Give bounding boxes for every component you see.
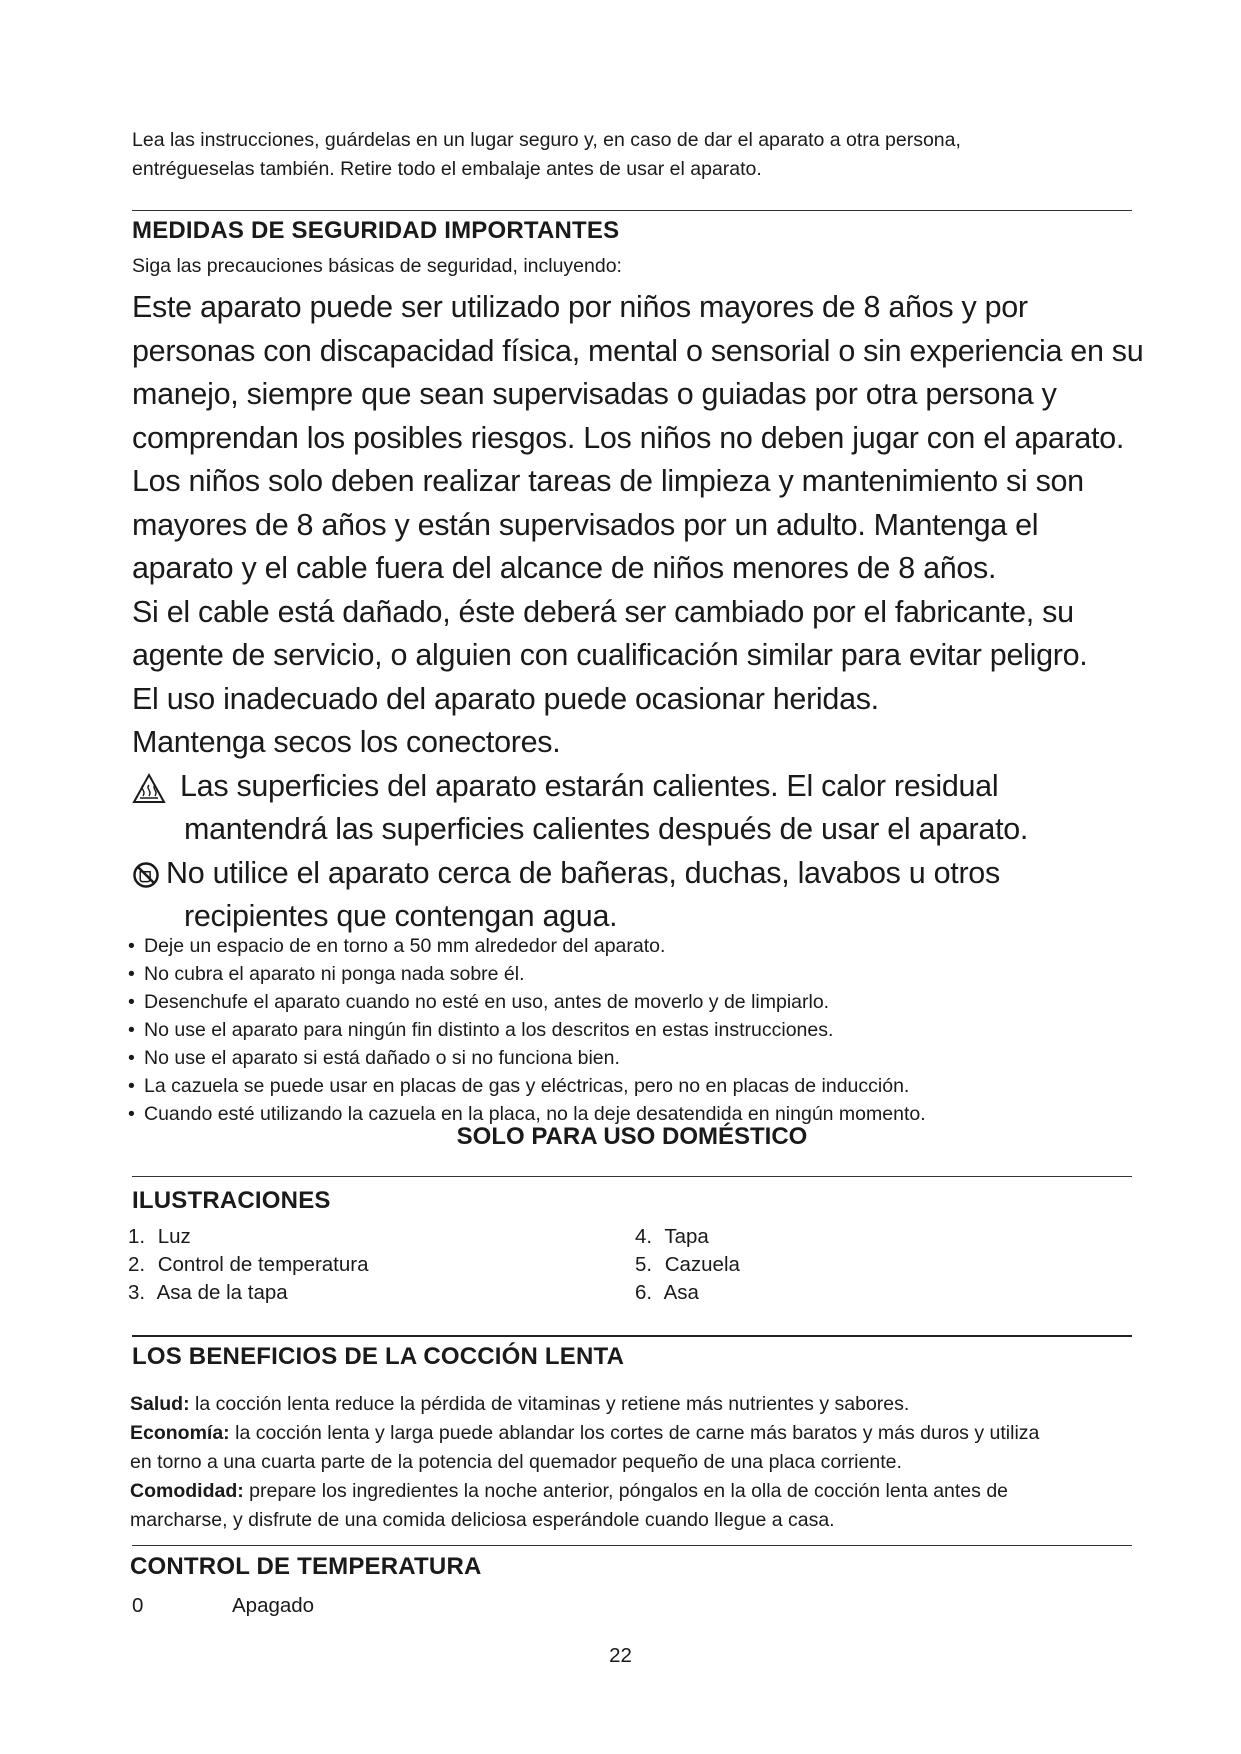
list-item: • Cuando esté utilizando la cazuela en la placa, no la deje desatendida en ningún momento. — [128, 1100, 1128, 1128]
benefit-economy: Economía: la cocción lenta y larga puede ablandar los cortes de carne más baratos y más duros y utiliza — [130, 1422, 1040, 1444]
safety-bullet-list — [128, 932, 1128, 1128]
benefit-comfort: Comodidad: prepare los ingredientes la noche anterior, póngalos en la olla de cocción lenta antes de — [130, 1480, 1009, 1502]
water-warning-line-2: recipientes que contengan agua. — [184, 899, 618, 933]
warning-line: mayores de 8 años y están supervisados por un adulto. Mantenga el — [132, 507, 1039, 542]
safety-heading: MEDIDAS DE SEGURIDAD IMPORTANTES — [132, 217, 620, 244]
benefit-economy-cont: en torno a una cuarta parte de la potencia del quemador pequeño de una placa corriente. — [130, 1451, 902, 1473]
list-item: • Deje un espacio de en torno a 50 mm alrededor del aparato. — [128, 932, 1128, 960]
section-divider — [132, 1176, 1132, 1177]
benefits-heading: LOS BENEFICIOS DE LA COCCIÓN LENTA — [132, 1343, 625, 1370]
water-warning — [132, 852, 1152, 939]
illustrations-list-left — [128, 1223, 369, 1307]
benefits-text — [130, 1390, 1140, 1535]
water-warning-line-1: No utilice el aparato cerca de bañeras, duchas, lavabos u otros — [166, 855, 1000, 890]
warning-line: manejo, siempre que sean supervisadas o guiadas por otra persona y — [132, 377, 1057, 411]
domestic-use-only: SOLO PARA USO DOMÉSTICO — [456, 1123, 808, 1150]
no-water-icon — [132, 861, 160, 889]
list-item: • No use el aparato para ningún fin distinto a los descritos en estas instrucciones. — [128, 1016, 1128, 1044]
intro-line-1: Lea las instrucciones, guárdelas en un lugar seguro y, en caso de dar el aparato a otra persona, — [132, 129, 961, 151]
warning-line: Los niños solo deben realizar tareas de limpieza y mantenimiento si son — [132, 464, 1084, 498]
warning-line: personas con discapacidad física, mental o sensorial o sin experiencia en su — [132, 333, 1144, 368]
page-number: 22 — [609, 1644, 632, 1667]
warning-line: comprendan los posibles riesgos. Los niños no deben jugar con el aparato. — [132, 420, 1125, 455]
list-item: 4. Tapa — [635, 1225, 709, 1248]
illustrations-list-right — [635, 1223, 740, 1307]
warning-line: aparato y el cable fuera del alcance de niños menores de 8 años. — [132, 551, 997, 585]
section-divider — [132, 1545, 1132, 1546]
warning-line: Si el cable está dañado, éste deberá ser cambiado por el fabricante, su — [132, 594, 1074, 629]
list-item: 1. Luz — [128, 1225, 191, 1248]
table-row: 0 Apagado — [132, 1594, 315, 1617]
warning-line: Este aparato puede ser utilizado por niños mayores de 8 años y por — [132, 290, 1028, 324]
illustrations-heading: ILUSTRACIONES — [132, 1187, 331, 1214]
hot-surface-warning — [132, 765, 1152, 852]
temperature-table — [132, 1592, 314, 1620]
list-item: • La cazuela se puede usar en placas de gas y eléctricas, pero no en placas de inducción. — [128, 1072, 1128, 1100]
intro-line-2: entrégueselas también. Retire todo el embalaje antes de usar el aparato. — [132, 158, 762, 180]
warning-line: agente de servicio, o alguien con cualificación similar para evitar peligro. — [132, 638, 1088, 672]
warning-line: Mantenga secos los conectores. — [132, 725, 561, 759]
intro-text — [132, 126, 1132, 184]
benefit-comfort-cont: marcharse, y disfrute de una comida deliciosa esperándole cuando llegue a casa. — [130, 1509, 835, 1531]
hot-surface-warning-icon — [132, 772, 166, 806]
list-item: 6. Asa — [635, 1281, 699, 1304]
benefit-health: Salud: la cocción lenta reduce la pérdida de vitaminas y retiene más nutrientes y sabores. — [130, 1393, 910, 1415]
hot-warning-line-2: mantendrá las superficies calientes después de usar el aparato. — [184, 812, 1029, 846]
safety-intro: Siga las precauciones básicas de seguridad, incluyendo: — [132, 255, 622, 277]
list-item: • Desenchufe el aparato cuando no esté en uso, antes de moverlo y de limpiarlo. — [128, 988, 1128, 1016]
hot-warning-line-1: Las superficies del aparato estarán calientes. El calor residual — [180, 768, 999, 803]
section-divider — [132, 210, 1132, 211]
list-item: 2. Control de temperatura — [128, 1253, 369, 1276]
warning-line: El uso inadecuado del aparato puede ocasionar heridas. — [132, 681, 879, 716]
list-item: • No cubra el aparato ni ponga nada sobre él. — [128, 960, 1128, 988]
list-item: 3. Asa de la tapa — [128, 1281, 288, 1304]
safety-warnings — [132, 286, 1152, 939]
temperature-heading: CONTROL DE TEMPERATURA — [130, 1553, 482, 1580]
list-item: • No use el aparato si está dañado o si no funciona bien. — [128, 1044, 1128, 1072]
list-item: 5. Cazuela — [635, 1253, 740, 1276]
section-divider — [132, 1335, 1132, 1337]
